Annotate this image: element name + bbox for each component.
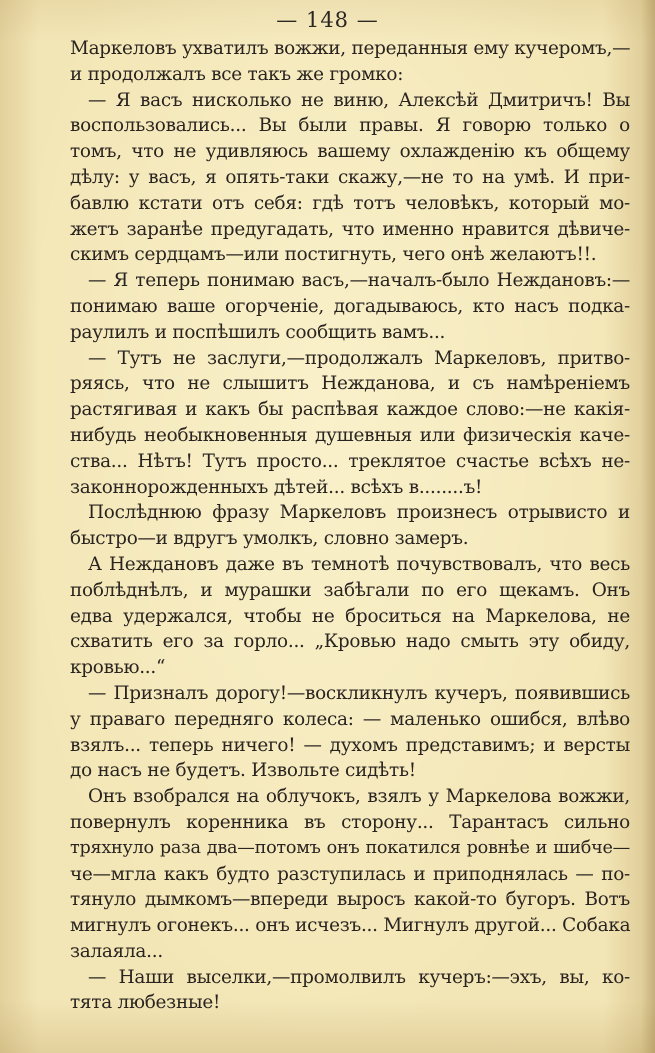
text-line: бавлю кстати отъ себя: гдѣ тотъ человѣкъ, который мо- [70,192,630,214]
text-line: Послѣднюю фразу Маркеловъ произнесъ отрывисто и [88,502,630,524]
text-line: залаяла... [70,940,163,962]
text-line: тята любезные! [70,992,221,1014]
text-line: законнорожденныхъ дѣтей... всѣхъ в........ъ! [70,476,483,498]
text-line: раулилъ и поспѣшилъ сообщить вамъ... [70,321,446,343]
text-line: воспользовались... Вы были правы. Я говорю только о [70,115,630,137]
text-line: и продолжалъ все такъ же громко: [70,63,404,85]
page-edge-shadow [641,0,655,1053]
text-line: тянуло дымкомъ—впереди выросъ какой-то бугоръ. Вотъ [70,889,630,911]
text-line: А Неждановъ даже въ темнотѣ почувствовалъ, что весь [88,553,630,575]
text-line: — Я васъ нисколько не виню, Алексѣй Дмитричъ! Вы [88,89,630,111]
text-line: ряясь, что не слышитъ Нежданова, и съ намѣреніемъ [70,373,630,395]
text-line: дѣлу: у васъ, я опять-таки скажу,—не то на умѣ. И при- [70,166,630,188]
text-line: растягивая и какъ бы распѣвая каждое слово:—не какія- [70,399,630,421]
text-line: Маркеловъ ухватилъ вожжи, переданныя ему кучеромъ,— [70,38,631,59]
text-line: понимаю ваше огорченіе, догадываюсь, кто насъ подка- [70,295,630,317]
text-line: тряхнуло раза два—потомъ онъ покатился ровнѣе и шибче— [70,837,630,858]
text-line: — Призналъ дорогу!—воскликнулъ кучеръ, появившись [88,682,630,704]
text-line: мигнулъ огонекъ... онъ исчезъ... Мигнулъ другой... Собака [70,915,631,937]
text-line: — Я теперь понимаю васъ,—началъ-было Неждановъ:— [88,270,630,292]
text-line: Онъ взобрался на облучокъ, взялъ у Маркелова вожжи, [88,786,630,808]
text-line: — Тутъ не заслуги,—продолжалъ Маркеловъ, притво- [88,347,630,369]
page-number: — 148 — [276,8,379,32]
text-line: повернулъ коренника въ сторону... Тарантасъ сильно [70,811,630,833]
text-line: поблѣднѣлъ, и мурашки забѣгали по его щекамъ. Онъ [70,579,630,601]
text-line: до насъ не будетъ. Извольте сидѣть! [70,760,416,782]
text-line: скимъ сердцамъ—или постигнуть, чего онѣ желаютъ!!. [70,244,597,266]
text-line: томъ, что не удивляюсь вашему охлажденію къ общему [70,141,630,163]
text-line: у праваго передняго колеса: — маленько ошибся, влѣво [70,708,630,730]
text-line: быстро—и вдругъ умолкъ, словно замеръ. [70,528,469,550]
text-line: нибудь необыкновенныя душевныя или физическія каче- [70,424,630,446]
text-line: схватить его за горло... „Кровью надо смыть эту обиду, [70,631,630,653]
text-line: жетъ заранѣе предугадать, что именно нравится дѣвиче- [70,218,630,240]
text-line: взялъ... теперь ничего! — духомъ представимъ; и версты [70,734,630,756]
text-line: ства... Нѣтъ! Тутъ просто... треклятое счастье всѣхъ не- [70,450,630,472]
page-text [70,36,630,1016]
text-line: кровью...“ [70,657,166,679]
text-line: че—мгла какъ будто разступилась и приподнялась — по- [70,863,630,885]
text-line: — Наши выселки,—промолвилъ кучеръ:—эхъ, вы, ко- [88,966,630,988]
text-line: едва удержался, чтобы не броситься на Маркелова, не [70,605,630,627]
